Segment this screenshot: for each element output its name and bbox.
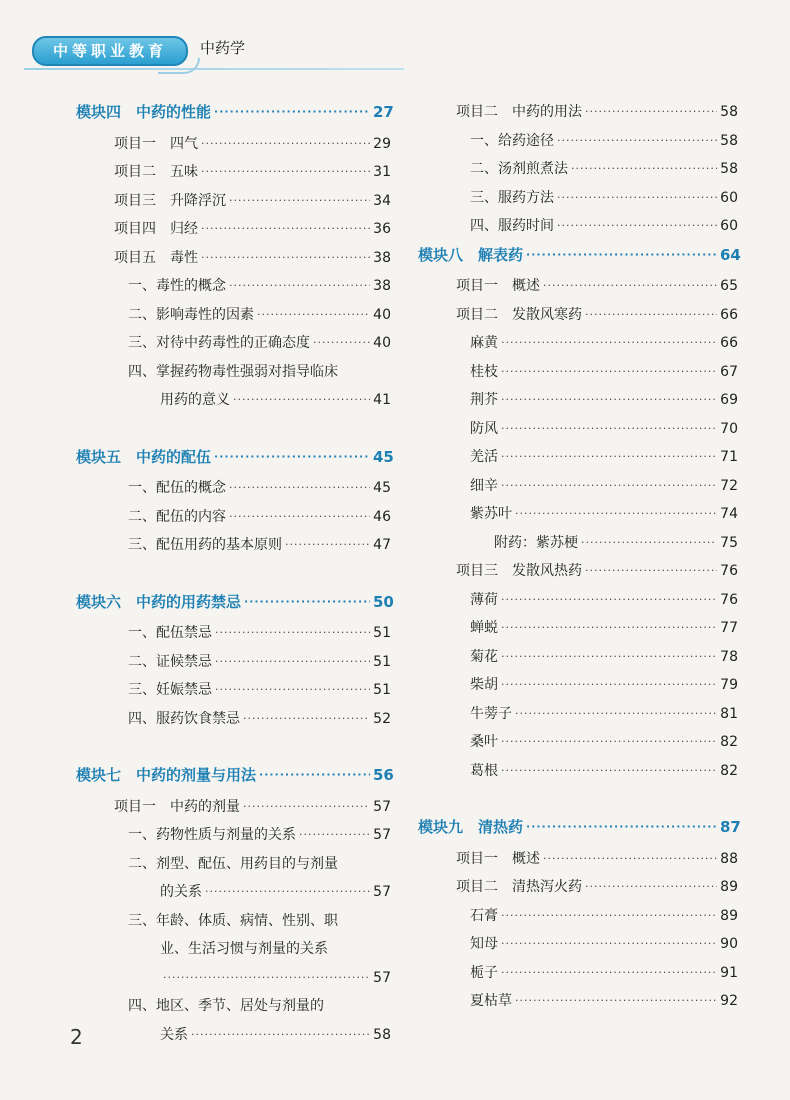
toc-page-number: 50	[373, 592, 394, 611]
toc-entry-title: 的关系	[160, 884, 202, 900]
dot-leader	[585, 102, 717, 122]
toc-entry-title: 四、掌握药物毒性强弱对指导临床	[128, 363, 338, 380]
toc-entry-title: 项目五 毒性	[114, 249, 198, 266]
toc-entry-title: 二、汤剂煎煮法	[470, 161, 568, 177]
toc-entry-title: 项目二 发散风寒药	[456, 306, 582, 323]
dot-leader	[581, 533, 717, 553]
toc-entry	[418, 987, 738, 1011]
toc-entry-title: 项目三 发散风热药	[456, 563, 582, 579]
toc-entry	[76, 964, 391, 988]
dot-leader	[501, 906, 717, 926]
dot-leader	[501, 963, 717, 983]
toc-page-number: 38	[373, 278, 391, 294]
header-rule	[24, 68, 404, 70]
dot-leader	[205, 882, 370, 902]
toc-entry	[76, 850, 391, 874]
toc-entry-title: 项目一 概述	[456, 850, 540, 867]
dot-leader	[243, 709, 370, 729]
toc-entry	[76, 705, 391, 729]
toc-page-number: 31	[373, 164, 391, 180]
dot-leader	[501, 447, 717, 467]
dot-leader	[501, 333, 717, 353]
toc-entry-title: 桂枝	[470, 363, 498, 380]
toc-entry	[418, 415, 738, 439]
dot-leader	[229, 276, 370, 296]
dot-leader	[215, 652, 370, 672]
toc-entry-title: 模块四 中药的性能	[76, 103, 212, 121]
toc-entry-title: 三、服药方法	[470, 189, 554, 206]
toc-page-number: 89	[720, 879, 738, 895]
dot-leader	[501, 675, 717, 695]
toc-module-heading	[76, 588, 394, 612]
page-number: 2	[70, 1025, 83, 1049]
toc-entry-title: 项目一 四气	[114, 135, 198, 152]
toc-page-number: 76	[720, 591, 738, 608]
toc-page-number: 89	[720, 907, 738, 924]
toc-entry	[418, 98, 738, 122]
toc-entry	[76, 935, 391, 959]
toc-entry	[418, 472, 738, 496]
toc-page-number: 72	[720, 477, 738, 494]
toc-entry-title: 蝉蜕	[470, 620, 498, 636]
toc-page-number: 69	[720, 392, 738, 408]
toc-entry	[76, 474, 391, 498]
toc-entry	[418, 757, 738, 781]
toc-entry-title: 一、配伍禁忌	[128, 625, 212, 641]
dot-leader	[515, 991, 717, 1011]
dot-leader	[214, 102, 370, 122]
dot-leader	[285, 535, 370, 555]
toc-page-number: 66	[720, 306, 738, 323]
toc-entry	[76, 329, 391, 353]
dot-leader	[201, 162, 370, 182]
dot-leader	[501, 647, 717, 667]
toc-page-number: 76	[720, 563, 738, 579]
dot-leader	[229, 478, 370, 498]
toc-page-number: 58	[720, 104, 738, 120]
dot-leader	[543, 849, 717, 869]
dot-leader	[313, 333, 370, 353]
toc-page-number: 77	[720, 620, 738, 636]
dot-leader	[243, 797, 370, 817]
dot-leader	[233, 390, 370, 410]
toc-page-number: 45	[373, 480, 391, 496]
toc-entry	[76, 531, 391, 555]
dot-leader	[215, 680, 370, 700]
toc-entry-title: 项目三 升降浮沉	[114, 192, 226, 209]
toc-page-number: 64	[720, 245, 741, 264]
toc-page-number: 60	[720, 189, 738, 206]
dot-leader	[526, 817, 717, 837]
toc-entry	[418, 700, 738, 724]
dot-leader	[501, 476, 717, 496]
toc-entry-title: 二、影响毒性的因素	[128, 306, 254, 323]
dot-leader	[515, 504, 717, 524]
toc-entry	[76, 878, 391, 902]
running-header	[18, 28, 418, 76]
toc-entry-title: 模块五 中药的配伍	[76, 447, 212, 466]
dot-leader	[585, 877, 717, 897]
toc-page-number: 87	[720, 818, 741, 836]
dot-leader	[201, 248, 370, 268]
toc-entry	[76, 793, 391, 817]
toc-entry	[76, 187, 391, 211]
toc-page-number: 51	[373, 653, 391, 670]
toc-page-number: 78	[720, 648, 738, 665]
dot-leader	[501, 390, 717, 410]
toc-entry-title: 用药的意义	[160, 392, 230, 408]
toc-page-number: 58	[720, 132, 738, 149]
toc-entry-title: 项目二 五味	[114, 164, 198, 180]
toc-entry	[76, 992, 391, 1016]
toc-entry	[418, 155, 738, 179]
toc-entry	[76, 1021, 391, 1045]
toc-entry	[76, 386, 391, 410]
toc-page-number: 90	[720, 936, 738, 952]
toc-entry	[418, 902, 738, 926]
dot-leader	[526, 245, 717, 265]
toc-entry-title: 荆芥	[470, 392, 498, 408]
toc-page-number: 81	[720, 705, 738, 722]
toc-page-number: 47	[373, 537, 391, 553]
dot-leader	[257, 305, 370, 325]
toc-entry-title: 三、妊娠禁忌	[128, 682, 212, 698]
toc-entry-title: 牛蒡子	[470, 705, 512, 722]
toc-module-heading	[76, 98, 394, 122]
toc-entry	[76, 158, 391, 182]
toc-entry	[418, 127, 738, 151]
dot-leader	[543, 276, 717, 296]
toc-entry-title: 三、配伍用药的基本原则	[128, 537, 282, 553]
dot-leader	[557, 131, 717, 151]
toc-page-number: 40	[373, 306, 391, 323]
toc-module-heading	[76, 443, 394, 467]
toc-entry-title: 附药：紫苏梗	[494, 534, 578, 551]
toc-entry	[418, 443, 738, 467]
toc-entry-title: 模块七 中药的剂量与用法	[76, 766, 257, 784]
toc-entry-title: 四、服药时间	[470, 218, 554, 234]
toc-entry	[418, 614, 738, 638]
toc-entry-title: 模块六 中药的用药禁忌	[76, 592, 242, 611]
toc-page-number: 29	[373, 135, 391, 152]
toc-entry	[418, 386, 738, 410]
toc-entry	[418, 586, 738, 610]
toc-entry	[76, 272, 391, 296]
toc-entry-title: 二、配伍的内容	[128, 508, 226, 525]
dot-leader	[515, 704, 717, 724]
toc-page-number: 70	[720, 420, 738, 437]
toc-page-number: 57	[373, 798, 391, 815]
toc-page-number: 40	[373, 335, 391, 351]
toc-entry	[418, 212, 738, 236]
toc-entry-title: 羌活	[470, 449, 498, 465]
toc-entry	[418, 272, 738, 296]
dot-leader	[201, 134, 370, 154]
toc-entry-title: 麻黄	[470, 335, 498, 351]
toc-page-number: 91	[720, 964, 738, 981]
toc-entry	[76, 130, 391, 154]
series-badge: 中等职业教育	[32, 36, 188, 66]
toc-entry-title: 夏枯草	[470, 993, 512, 1009]
dot-leader	[259, 765, 370, 785]
toc-page-number: 71	[720, 449, 738, 465]
dot-leader	[501, 934, 717, 954]
toc-entry-title: 一、给药途径	[470, 132, 554, 149]
toc-entry-title: 模块九 清热药	[418, 818, 524, 836]
toc-entry-title: 关系	[160, 1026, 188, 1043]
toc-entry	[76, 244, 391, 268]
dot-leader	[163, 968, 370, 988]
toc-entry	[418, 643, 738, 667]
dot-leader	[501, 761, 717, 781]
toc-page-number: 52	[373, 710, 391, 727]
toc-entry	[418, 671, 738, 695]
toc-entry	[76, 503, 391, 527]
toc-entry-title: 项目四 归经	[114, 221, 198, 237]
dot-leader	[215, 623, 370, 643]
toc-entry	[76, 619, 391, 643]
dot-leader	[214, 447, 370, 467]
toc-page-number: 38	[373, 249, 391, 266]
dot-leader	[571, 159, 717, 179]
toc-entry	[76, 215, 391, 239]
toc-entry	[418, 728, 738, 752]
toc-entry	[76, 648, 391, 672]
dot-leader	[585, 305, 717, 325]
dot-leader	[501, 732, 717, 752]
dot-leader	[229, 191, 370, 211]
toc-entry-title: 石膏	[470, 907, 498, 924]
toc-page-number: 34	[373, 192, 391, 209]
toc-page-number: 60	[720, 218, 738, 234]
dot-leader	[501, 362, 717, 382]
toc-page-number: 45	[373, 447, 394, 466]
toc-entry	[76, 907, 391, 931]
dot-leader	[557, 188, 717, 208]
dot-leader	[501, 590, 717, 610]
toc-entry-title: 一、毒性的概念	[128, 278, 226, 294]
toc-entry-title: 薄荷	[470, 591, 498, 608]
toc-entry-title: 紫苏叶	[470, 506, 512, 522]
toc-page-number: 65	[720, 278, 738, 294]
toc-entry	[418, 873, 738, 897]
toc-entry-title: 一、配伍的概念	[128, 480, 226, 496]
dot-leader	[191, 1025, 370, 1045]
toc-entry	[418, 959, 738, 983]
toc-page-number: 79	[720, 677, 738, 693]
toc-entry-title: 桑叶	[470, 734, 498, 750]
toc-entry	[76, 301, 391, 325]
toc-page-number: 92	[720, 993, 738, 1009]
subject-title: 中药学	[200, 39, 246, 57]
toc-entry-title: 菊花	[470, 648, 498, 665]
toc-entry-title: 项目一 概述	[456, 278, 540, 294]
dot-leader	[299, 825, 370, 845]
toc-entry-title: 柴胡	[470, 677, 498, 693]
dot-leader	[501, 419, 717, 439]
dot-leader	[201, 219, 370, 239]
toc-entry-title: 防风	[470, 420, 498, 437]
toc-page-number: 66	[720, 335, 738, 351]
toc-entry-title: 三、年龄、体质、病情、性别、职	[128, 912, 338, 929]
toc-entry	[418, 930, 738, 954]
toc-entry	[418, 500, 738, 524]
toc-entry-title: 葛根	[470, 762, 498, 779]
toc-page-number: 36	[373, 221, 391, 237]
toc-entry	[418, 329, 738, 353]
toc-entry	[418, 845, 738, 869]
toc-entry	[76, 358, 391, 382]
toc-page-number: 41	[373, 392, 391, 408]
dot-leader	[585, 561, 717, 581]
toc-page-number: 74	[720, 506, 738, 522]
toc-page-number: 56	[373, 766, 394, 784]
toc-entry-title: 二、剂型、配伍、用药目的与剂量	[128, 855, 338, 872]
toc-entry-title: 项目二 清热泻火药	[456, 879, 582, 895]
toc-entry-title: 细辛	[470, 477, 498, 494]
toc-page-number: 82	[720, 734, 738, 750]
toc-page-number: 82	[720, 762, 738, 779]
dot-leader	[229, 507, 370, 527]
toc-entry-title: 四、服药饮食禁忌	[128, 710, 240, 727]
toc-module-heading	[76, 761, 394, 785]
toc-entry	[418, 301, 738, 325]
toc-page-number: 58	[720, 161, 738, 177]
toc-entry-title: 三、对待中药毒性的正确态度	[128, 335, 310, 351]
toc-module-heading	[418, 813, 741, 837]
toc-module-heading	[418, 241, 741, 265]
toc-entry-title: 知母	[470, 936, 498, 952]
toc-entry-title: 一、药物性质与剂量的关系	[128, 827, 296, 843]
toc-page-number: 57	[373, 969, 391, 986]
toc-entry-title: 模块八 解表药	[418, 245, 524, 264]
toc-page-number: 75	[720, 534, 738, 551]
toc-entry-title: 项目一 中药的剂量	[114, 798, 240, 815]
toc-page-number: 27	[373, 103, 394, 121]
toc-entry-title: 四、地区、季节、居处与剂量的	[128, 998, 324, 1014]
toc-page-number: 46	[373, 508, 391, 525]
toc-entry	[76, 821, 391, 845]
dot-leader	[557, 216, 717, 236]
toc-page-number: 88	[720, 850, 738, 867]
toc-entry	[418, 358, 738, 382]
toc-entry-title: 业、生活习惯与剂量的关系	[160, 941, 328, 957]
toc-page-number: 57	[373, 827, 391, 843]
dot-leader	[244, 592, 370, 612]
toc-entry-title: 项目二 中药的用法	[456, 104, 582, 120]
toc-page-number: 51	[373, 682, 391, 698]
toc-entry-title: 二、证候禁忌	[128, 653, 212, 670]
toc-entry	[418, 184, 738, 208]
toc-entry	[418, 557, 738, 581]
toc-page-number: 51	[373, 625, 391, 641]
toc-page-number: 57	[373, 884, 391, 900]
toc-entry	[418, 529, 738, 553]
toc-entry-title: 栀子	[470, 964, 498, 981]
toc-entry	[76, 676, 391, 700]
toc-page-number: 67	[720, 363, 738, 380]
toc-page-number: 58	[373, 1026, 391, 1043]
dot-leader	[501, 618, 717, 638]
